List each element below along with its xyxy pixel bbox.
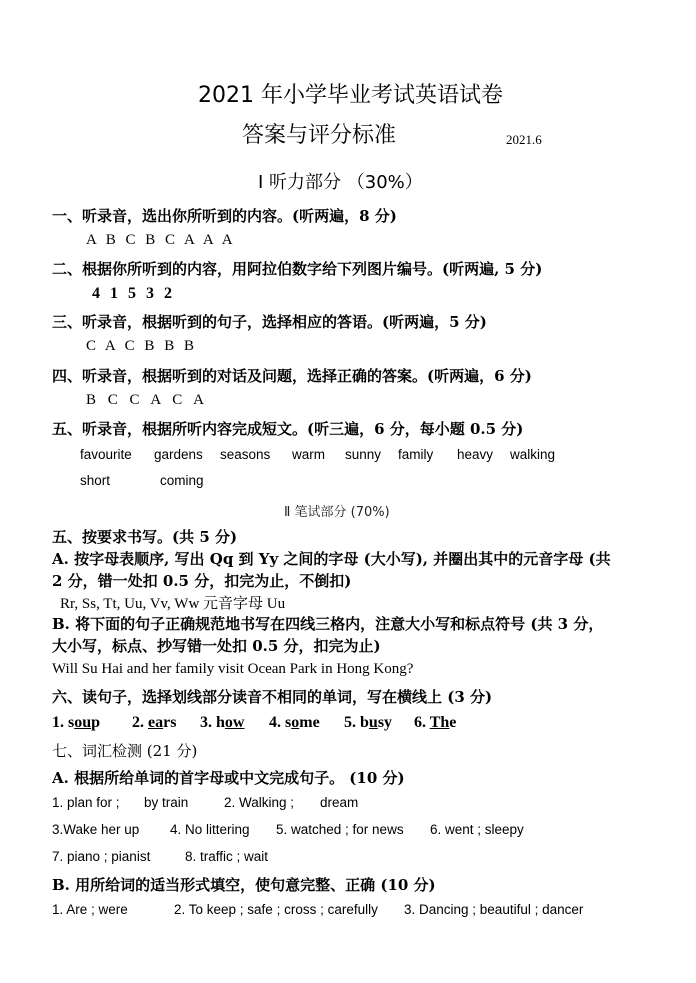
sec7-instruction: 七、词汇检测 (21 分) [52, 742, 198, 760]
answer-item: 3. Dancing ; beautiful ; dancer [404, 902, 584, 917]
q2-instruction: 二、根据你所听到的内容，用阿拉伯数字给下列图片编号。(听两遍, 5 分) [52, 260, 543, 278]
q5-instruction: 五、听录音，根据所听内容完成短文。(听三遍，6 分，每小题 0.5 分) [52, 420, 524, 438]
q4-instruction: 四、听录音，根据听到的对话及问题，选择正确的答案。(听两遍，6 分) [52, 367, 532, 385]
word-item: gardens [154, 447, 203, 462]
q1-answers: A B C B C A A A [86, 232, 233, 248]
sec5-b-line1: B. 将下面的句子正确规范地书写在四线三格内，注意大小写和标点符号 (共 3 分， [52, 615, 604, 633]
q3-answers: C A C B B B [86, 338, 194, 354]
answer-item: 2. Walking ; [224, 795, 295, 810]
sec5-a-answer: Rr, Ss, Tt, Uu, Vv, Ww 元音字母 Uu [60, 596, 286, 612]
document-subtitle: 答案与评分标准 [242, 123, 397, 148]
q5-words-row1 [80, 447, 555, 462]
sec6-answers [52, 714, 456, 732]
part2-heading: Ⅱ 笔试部分 (70%) [284, 505, 390, 520]
sec7-b-row [52, 902, 583, 917]
sec7-a-row1 [52, 795, 358, 810]
document-date: 2021.6 [506, 132, 542, 147]
sec6-item-1: 1. soup [52, 714, 101, 731]
sec6-instruction: 六、读句子，选择划线部分读音不相同的单词，写在横线上 (3 分) [52, 688, 493, 706]
answer-item: 4. No littering [170, 822, 250, 837]
answer-item: 5. watched ; for news [276, 822, 404, 837]
sec7-a-instruction: A. 根据所给单词的首字母或中文完成句子。 (10 分) [52, 769, 405, 787]
sec6-item-5: 5. busy [344, 714, 393, 731]
sec6-item-4: 4. some [269, 714, 320, 731]
sec6-item-2: 2. ears [132, 714, 177, 731]
word-item: sunny [345, 447, 382, 462]
word-item: walking [510, 447, 556, 462]
answer-item: by train [144, 795, 189, 810]
word-item: coming [160, 473, 204, 488]
q3-instruction: 三、听录音，根据听到的句子，选择相应的答语。(听两遍，5 分) [52, 313, 487, 331]
word-item: family [398, 447, 434, 462]
sec6-item-6: 6. The [414, 714, 457, 731]
document-title: 2021 年小学毕业考试英语试卷 [198, 83, 503, 108]
word-item: warm [292, 447, 325, 462]
answer-item: 6. went ; sleepy [430, 822, 524, 837]
sec5-instruction: 五、按要求书写。(共 5 分) [52, 528, 238, 546]
sec5-a-line1: A. 按字母表顺序, 写出 Qq 到 Yy 之间的字母 (大小写), 并圈出其中的元音字母 (共 [52, 550, 611, 568]
q5-words-row2 [80, 473, 204, 488]
word-item: short [80, 473, 111, 488]
part1-heading: Ⅰ 听力部分 （30%） [258, 172, 423, 193]
answer-item: 7. piano ; pianist [52, 849, 151, 864]
sec7-a-row2 [52, 822, 524, 837]
q4-answers: B C C A C A [86, 392, 204, 408]
word-item: seasons [220, 447, 271, 462]
answer-item: dream [320, 795, 359, 810]
sec7-a-row3 [52, 849, 268, 864]
sec5-b-line2: 大小写，标点、抄写错一处扣 0.5 分，扣完为止) [52, 637, 381, 655]
word-item: favourite [80, 447, 132, 462]
sec6-item-3: 3. how [200, 714, 245, 731]
word-item: heavy [457, 447, 494, 462]
answer-item: 8. traffic ; wait [185, 849, 269, 864]
sec7-b-instruction: B. 用所给词的适当形式填空，使句意完整、正确 (10 分) [52, 876, 436, 894]
q2-answers: 4 1 5 3 2 [92, 285, 172, 302]
answer-item: 3.Wake her up [52, 822, 140, 837]
q1-instruction: 一、听录音，选出你所听到的内容。(听两遍，8 分) [52, 207, 397, 225]
sec5-b-answer: Will Su Hai and her family visit Ocean Park in Hong Kong? [52, 661, 414, 677]
answer-item: 2. To keep ; safe ; cross ; carefully [174, 902, 378, 917]
answer-item: 1. plan for ; [52, 795, 120, 810]
sec5-a-line2: 2 分，错一处扣 0.5 分，扣完为止，不倒扣) [52, 572, 352, 590]
answer-item: 1. Are ; were [52, 902, 128, 917]
